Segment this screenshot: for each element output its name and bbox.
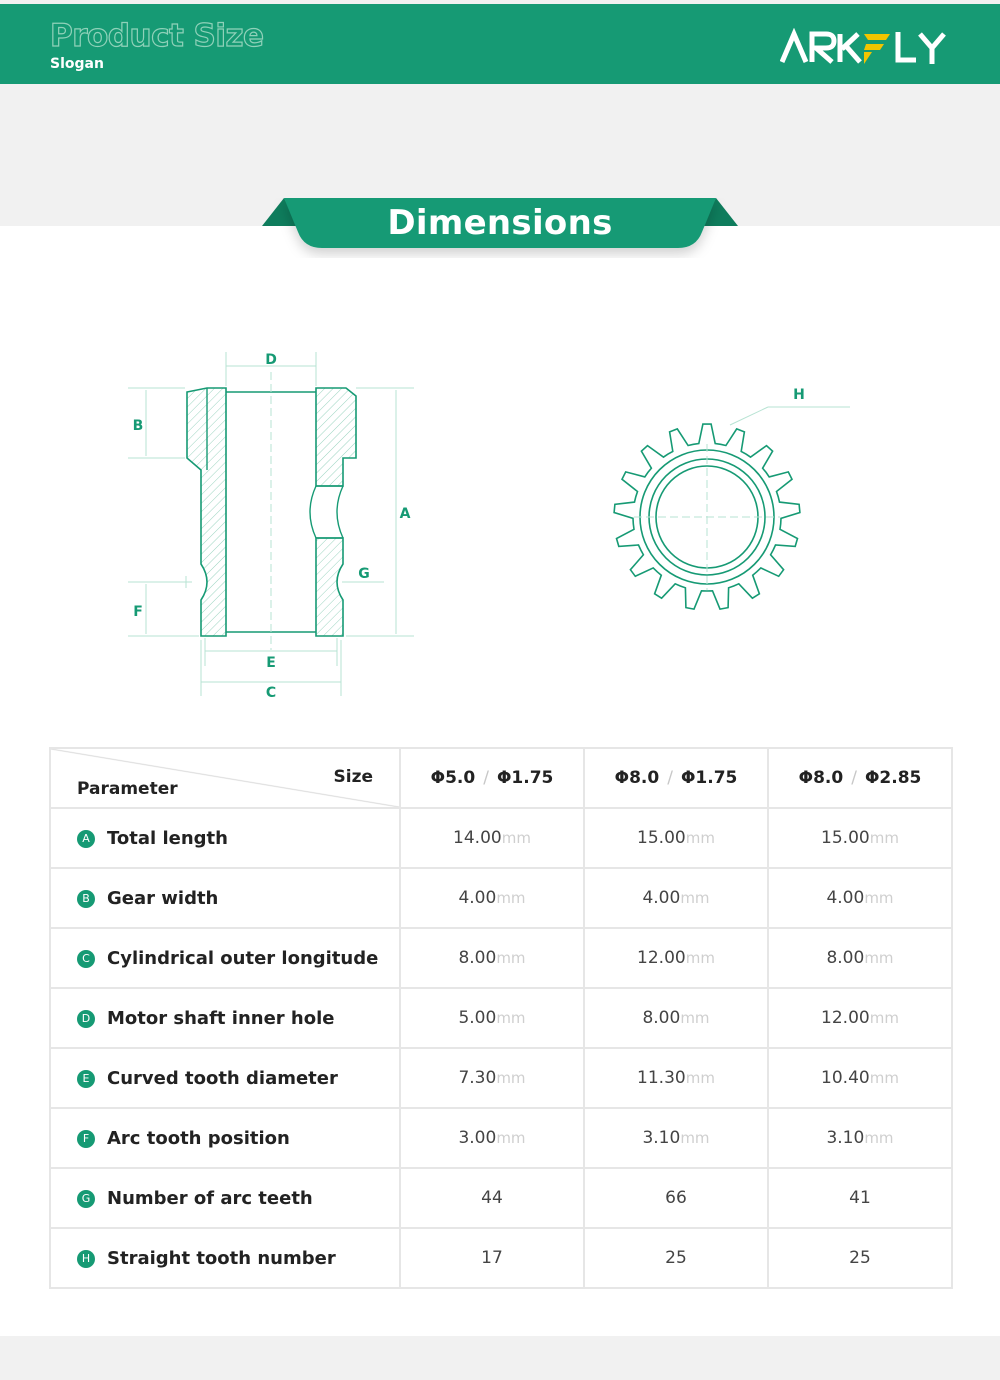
value-cell xyxy=(768,808,952,868)
value-unit: mm xyxy=(496,1129,526,1147)
value-unit: mm xyxy=(501,829,531,847)
value-cell xyxy=(768,928,952,988)
letter-badge: F xyxy=(77,1130,95,1148)
row-label-cell xyxy=(50,1228,400,1288)
value-cell xyxy=(768,1228,952,1288)
dim-label-b: B xyxy=(132,418,144,434)
row-label-cell xyxy=(50,1108,400,1168)
dim-label-f: F xyxy=(133,604,143,620)
logo-text: ARKFLY xyxy=(866,64,870,65)
gear-front-view xyxy=(600,380,860,620)
value-cell xyxy=(400,1048,584,1108)
value-number: 7.30 xyxy=(458,1068,497,1088)
value-cell xyxy=(400,808,584,868)
page-title: Product Size xyxy=(50,18,264,54)
value-cell xyxy=(584,988,768,1048)
parameter-name: Gear width xyxy=(107,887,219,909)
value-unit: mm xyxy=(864,889,894,907)
table-row xyxy=(50,1048,952,1108)
dim-label-a: A xyxy=(399,506,411,522)
value-number: 14.00 xyxy=(453,828,502,848)
value-number: 12.00 xyxy=(821,1008,870,1028)
value-number: 4.00 xyxy=(642,888,681,908)
value-cell xyxy=(584,1048,768,1108)
dim-label-c: C xyxy=(265,685,277,701)
parameter-name: Number of arc teeth xyxy=(107,1187,313,1209)
value-number: 3.10 xyxy=(642,1128,681,1148)
value-number: 44 xyxy=(481,1188,503,1208)
value-number: 15.00 xyxy=(821,828,870,848)
table-row xyxy=(50,868,952,928)
value-number: 4.00 xyxy=(826,888,865,908)
value-unit: mm xyxy=(685,949,715,967)
value-cell xyxy=(400,868,584,928)
table-row xyxy=(50,1108,952,1168)
parameter-name: Total length xyxy=(107,827,228,849)
header-bar xyxy=(0,4,1000,84)
value-cell xyxy=(584,1108,768,1168)
value-number: 15.00 xyxy=(637,828,686,848)
value-number: 25 xyxy=(849,1248,871,1268)
value-cell xyxy=(584,1228,768,1288)
dim-label-h: H xyxy=(793,387,805,403)
value-unit: mm xyxy=(685,1069,715,1087)
column-header-3: Φ8.0 / Φ2.85 xyxy=(768,748,952,808)
value-cell xyxy=(768,1168,952,1228)
value-number: 12.00 xyxy=(637,948,686,968)
row-label-cell xyxy=(50,1048,400,1108)
value-number: 3.10 xyxy=(826,1128,865,1148)
value-cell xyxy=(768,868,952,928)
value-unit: mm xyxy=(864,949,894,967)
value-number: 11.30 xyxy=(637,1068,686,1088)
value-cell xyxy=(584,1168,768,1228)
column-header-1: Φ5.0 / Φ1.75 xyxy=(400,748,584,808)
table-row xyxy=(50,988,952,1048)
value-cell xyxy=(584,928,768,988)
dimensions-table xyxy=(49,747,953,1289)
row-label-cell xyxy=(50,868,400,928)
letter-badge: G xyxy=(77,1190,95,1208)
table-corner-cell xyxy=(50,748,400,808)
slogan-text: Slogan xyxy=(50,56,104,72)
value-cell xyxy=(400,1228,584,1288)
letter-badge: C xyxy=(77,950,95,968)
value-number: 5.00 xyxy=(458,1008,497,1028)
arkfly-logo xyxy=(780,28,952,68)
value-number: 8.00 xyxy=(458,948,497,968)
table-body xyxy=(50,808,952,1288)
value-number: 25 xyxy=(665,1248,687,1268)
row-label-cell xyxy=(50,808,400,868)
letter-badge: D xyxy=(77,1010,95,1028)
parameter-name: Straight tooth number xyxy=(107,1247,336,1269)
value-number: 17 xyxy=(481,1248,503,1268)
parameter-name: Curved tooth diameter xyxy=(107,1067,338,1089)
header-size: Size xyxy=(333,767,373,787)
value-unit: mm xyxy=(685,829,715,847)
dim-label-e: E xyxy=(266,655,276,671)
value-unit: mm xyxy=(869,829,899,847)
row-label-cell xyxy=(50,1168,400,1228)
value-unit: mm xyxy=(496,949,526,967)
dim-label-g: G xyxy=(358,566,370,582)
dim-label-d: D xyxy=(265,352,277,368)
value-unit: mm xyxy=(496,889,526,907)
value-cell xyxy=(584,868,768,928)
value-unit: mm xyxy=(680,889,710,907)
value-number: 8.00 xyxy=(826,948,865,968)
row-label-cell xyxy=(50,928,400,988)
letter-badge: B xyxy=(77,890,95,908)
table-row xyxy=(50,808,952,868)
header-parameter: Parameter xyxy=(77,779,178,799)
letter-badge: E xyxy=(77,1070,95,1088)
letter-badge: A xyxy=(77,830,95,848)
row-label-cell xyxy=(50,988,400,1048)
parameter-name: Arc tooth position xyxy=(107,1127,290,1149)
value-cell xyxy=(400,1168,584,1228)
value-number: 66 xyxy=(665,1188,687,1208)
value-number: 4.00 xyxy=(458,888,497,908)
value-number: 41 xyxy=(849,1188,871,1208)
value-cell xyxy=(768,1108,952,1168)
value-number: 3.00 xyxy=(458,1128,497,1148)
table-header-row xyxy=(50,748,952,808)
value-cell xyxy=(584,808,768,868)
value-number: 10.40 xyxy=(821,1068,870,1088)
value-number: 8.00 xyxy=(642,1008,681,1028)
value-cell xyxy=(400,988,584,1048)
value-unit: mm xyxy=(496,1069,526,1087)
value-cell xyxy=(400,928,584,988)
value-cell xyxy=(400,1108,584,1168)
value-unit: mm xyxy=(869,1009,899,1027)
column-header-2: Φ8.0 / Φ1.75 xyxy=(584,748,768,808)
letter-badge: H xyxy=(77,1250,95,1268)
value-unit: mm xyxy=(496,1009,526,1027)
value-unit: mm xyxy=(864,1129,894,1147)
value-cell xyxy=(768,988,952,1048)
parameter-name: Cylindrical outer longitude xyxy=(107,947,379,969)
parameter-name: Motor shaft inner hole xyxy=(107,1007,335,1029)
section-title: Dimensions xyxy=(387,203,613,243)
table-row xyxy=(50,928,952,988)
value-unit: mm xyxy=(680,1009,710,1027)
value-unit: mm xyxy=(680,1129,710,1147)
value-unit: mm xyxy=(869,1069,899,1087)
table-row xyxy=(50,1168,952,1228)
table-row xyxy=(50,1228,952,1288)
value-cell xyxy=(768,1048,952,1108)
